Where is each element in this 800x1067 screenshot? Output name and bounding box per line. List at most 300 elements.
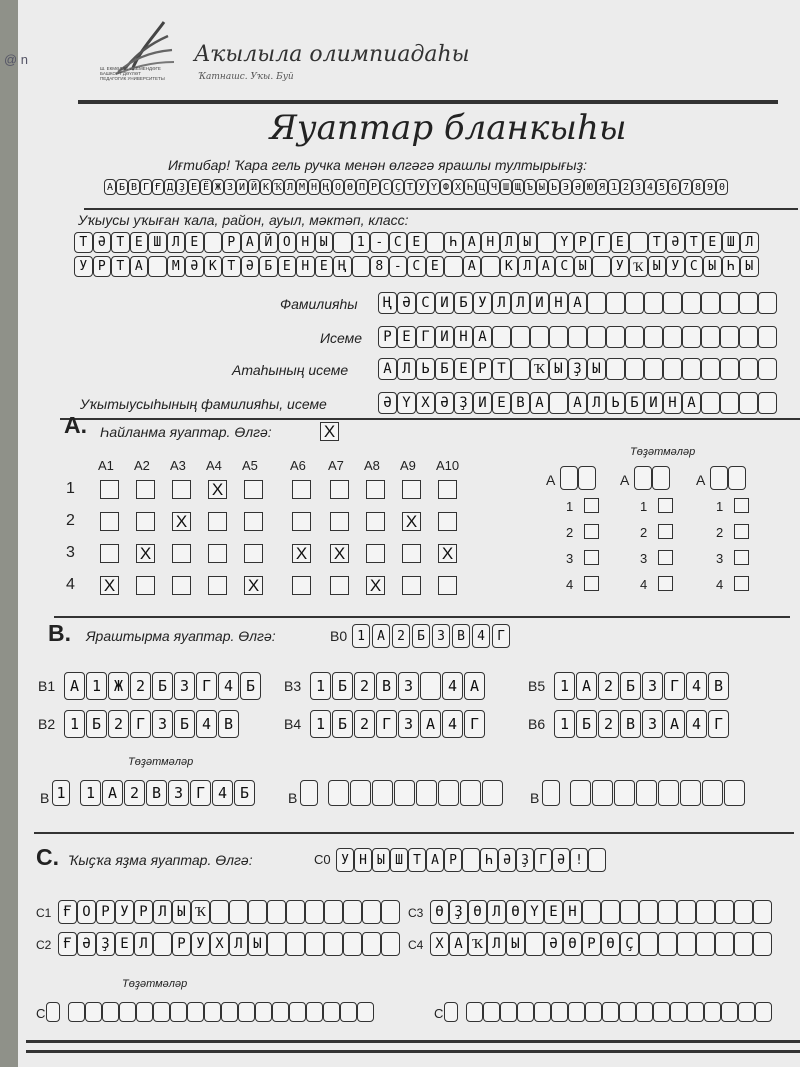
school-cell[interactable]: Ә [185,256,204,277]
patronymic-cell[interactable]: Ы [587,358,606,380]
answer-checkbox[interactable] [208,576,227,595]
answer-cell[interactable]: Х [430,932,449,956]
teacher-cell[interactable]: Ь [606,392,625,414]
school-cell[interactable]: С [407,256,426,277]
correction-checkbox[interactable] [658,524,673,539]
answer-cell[interactable]: 1 [310,710,331,738]
school-cell[interactable]: Т [685,232,704,253]
answer-cell[interactable]: 4 [686,672,707,700]
teacher-cell[interactable]: В [511,392,530,414]
answer-cell[interactable]: Г [664,672,685,700]
answer-cell[interactable] [753,900,772,924]
answer-cell[interactable] [119,1002,136,1022]
answer-cell[interactable]: 4 [218,672,239,700]
correction-number-cell[interactable] [634,466,652,490]
answer-cell[interactable]: У [115,900,134,924]
answer-cell[interactable] [680,780,701,806]
answer-cell[interactable]: А [464,672,485,700]
school-cell[interactable]: Т [111,256,130,277]
school-cell[interactable]: К [500,256,519,277]
answer-cell[interactable]: Б [576,710,597,738]
correction-checkbox[interactable] [584,498,599,513]
name-field[interactable] [378,326,777,348]
teacher-cell[interactable]: И [644,392,663,414]
school-cell[interactable]: Ы [518,232,537,253]
school-cell[interactable]: Һ [444,232,463,253]
surname-cell[interactable]: Ң [378,292,397,314]
teacher-field[interactable] [378,392,777,414]
answer-checkbox[interactable] [136,480,155,499]
answer-checkbox[interactable] [366,512,385,531]
school-cell[interactable]: Ү [555,232,574,253]
patronymic-field[interactable] [378,358,777,380]
school-cell[interactable]: 1 [352,232,371,253]
school-cell[interactable]: - [389,256,408,277]
answer-cell[interactable] [343,900,362,924]
answer-checkbox[interactable]: X [366,576,385,595]
answer-cell[interactable] [305,932,324,956]
patronymic-cell[interactable]: Р [473,358,492,380]
surname-cell[interactable] [587,292,606,314]
answer-cell[interactable]: 4 [212,780,233,806]
answer-cell[interactable] [394,780,415,806]
answer-cell[interactable] [267,932,286,956]
school-cell[interactable]: Е [703,232,722,253]
answer-cell[interactable]: Г [130,710,151,738]
answer-cell[interactable] [696,932,715,956]
answer-cell[interactable]: Б [332,672,353,700]
surname-cell[interactable] [701,292,720,314]
answer-cell[interactable]: Ә [544,932,563,956]
answer-cell[interactable] [438,780,459,806]
answer-cell[interactable] [715,932,734,956]
answer-cell[interactable]: Ҙ [449,900,468,924]
name-cell[interactable]: А [473,326,492,348]
answer-cell[interactable] [734,900,753,924]
answer-cell[interactable]: У [191,932,210,956]
school-cell[interactable]: Т [222,256,241,277]
answer-cell[interactable]: Р [582,932,601,956]
answer-cell[interactable]: 3 [152,710,173,738]
answer-cell[interactable]: А [420,710,441,738]
teacher-cell[interactable]: И [473,392,492,414]
surname-cell[interactable]: А [568,292,587,314]
section-c-answer-row[interactable] [430,900,772,924]
name-cell[interactable] [606,326,625,348]
answer-checkbox[interactable] [244,512,263,531]
answer-checkbox[interactable] [366,544,385,563]
teacher-cell[interactable] [549,392,568,414]
answer-cell[interactable]: Ы [248,932,267,956]
patronymic-cell[interactable] [758,358,777,380]
school-cell[interactable]: Р [574,232,593,253]
answer-cell[interactable]: Ы [506,932,525,956]
answer-cell[interactable] [170,1002,187,1022]
correction-checkbox[interactable] [658,550,673,565]
name-cell[interactable] [644,326,663,348]
answer-cell[interactable]: А [576,672,597,700]
school-cell[interactable]: С [555,256,574,277]
school-cell[interactable]: А [463,232,482,253]
answer-cell[interactable] [570,780,591,806]
answer-cell[interactable] [328,780,349,806]
school-cell[interactable]: Б [259,256,278,277]
answer-cell[interactable]: 4 [442,672,463,700]
school-cell[interactable] [537,232,556,253]
answer-checkbox[interactable]: X [292,544,311,563]
answer-cell[interactable] [466,1002,483,1022]
correction-checkbox[interactable] [658,498,673,513]
school-cell[interactable]: Й [259,232,278,253]
correction-checkbox[interactable] [734,550,749,565]
answer-checkbox[interactable] [172,544,191,563]
correction-checkbox[interactable] [584,524,599,539]
answer-cell[interactable] [289,1002,306,1022]
answer-cell[interactable]: Е [544,900,563,924]
answer-cell[interactable]: Б [332,710,353,738]
school-cell[interactable] [352,256,371,277]
patronymic-cell[interactable]: Е [454,358,473,380]
patronymic-cell[interactable] [701,358,720,380]
answer-cell[interactable] [381,932,400,956]
name-cell[interactable]: Г [416,326,435,348]
answer-cell[interactable] [482,780,503,806]
answer-cell[interactable]: 3 [168,780,189,806]
answer-cell[interactable]: Ө [601,932,620,956]
answer-cell[interactable] [568,1002,585,1022]
answer-cell[interactable]: Ө [506,900,525,924]
surname-cell[interactable]: Л [492,292,511,314]
answer-cell[interactable]: Р [96,900,115,924]
correction-number-cell[interactable] [652,466,670,490]
surname-cell[interactable] [720,292,739,314]
teacher-cell[interactable]: А [530,392,549,414]
answer-cell[interactable]: Л [487,932,506,956]
answer-cell[interactable]: Г [196,672,217,700]
answer-cell[interactable]: 1 [64,710,85,738]
answer-cell[interactable]: 1 [86,672,107,700]
school-cell[interactable] [444,256,463,277]
school-cell[interactable]: Ы [648,256,667,277]
school-cell[interactable]: Ы [315,232,334,253]
school-cell[interactable] [333,232,352,253]
section-b-answer-row[interactable] [554,672,730,700]
answer-cell[interactable] [753,932,772,956]
name-cell[interactable] [530,326,549,348]
answer-cell[interactable] [85,1002,102,1022]
answer-cell[interactable]: 1 [80,780,101,806]
section-c-answer-row[interactable] [430,932,772,956]
correction-number-cell[interactable]: 1 [52,780,70,806]
school-cell[interactable]: - [370,232,389,253]
answer-cell[interactable] [670,1002,687,1022]
answer-checkbox[interactable]: X [330,544,349,563]
school-cell[interactable]: Е [426,256,445,277]
school-cell[interactable]: Ш [722,232,741,253]
answer-cell[interactable]: Р [134,900,153,924]
surname-cell[interactable] [739,292,758,314]
answer-cell[interactable]: Б [174,710,195,738]
answer-cell[interactable]: Г [464,710,485,738]
answer-cell[interactable]: 3 [398,672,419,700]
answer-cell[interactable]: 3 [642,672,663,700]
school-cell[interactable]: Ш [148,232,167,253]
answer-cell[interactable]: Р [172,932,191,956]
answer-cell[interactable]: 2 [598,672,619,700]
answer-cell[interactable]: 2 [130,672,151,700]
school-cell[interactable]: Е [315,256,334,277]
correction-number-cell[interactable] [542,780,560,806]
answer-cell[interactable]: Б [86,710,107,738]
answer-cell[interactable]: 2 [108,710,129,738]
correction-answer-row[interactable] [328,780,504,806]
answer-checkbox[interactable]: X [402,512,421,531]
surname-cell[interactable] [644,292,663,314]
correction-number-cell[interactable] [728,466,746,490]
answer-checkbox[interactable]: X [172,512,191,531]
school-cell[interactable]: 8 [370,256,389,277]
teacher-cell[interactable]: Ә [435,392,454,414]
answer-cell[interactable]: В [620,710,641,738]
school-cell[interactable]: А [241,232,260,253]
answer-cell[interactable]: 2 [354,672,375,700]
school-cell[interactable]: Һ [722,256,741,277]
answer-cell[interactable] [343,932,362,956]
school-cell[interactable]: Ә [93,232,112,253]
answer-cell[interactable]: Ү [525,900,544,924]
answer-cell[interactable]: Х [210,932,229,956]
school-cell[interactable]: А [130,256,149,277]
school-cell[interactable]: Т [74,232,93,253]
answer-cell[interactable] [286,932,305,956]
answer-cell[interactable] [738,1002,755,1022]
school-cell[interactable]: Е [611,232,630,253]
answer-cell[interactable]: 1 [554,710,575,738]
answer-cell[interactable] [381,900,400,924]
answer-cell[interactable] [204,1002,221,1022]
answer-checkbox[interactable] [100,512,119,531]
answer-checkbox[interactable] [100,544,119,563]
school-cell[interactable]: Л [740,232,759,253]
correction-answer-row[interactable] [68,1002,374,1022]
answer-cell[interactable]: Ө [430,900,449,924]
correction-number-cell[interactable] [444,1002,458,1022]
answer-cell[interactable] [534,1002,551,1022]
answer-cell[interactable] [362,932,381,956]
answer-cell[interactable] [483,1002,500,1022]
answer-checkbox[interactable] [402,480,421,499]
answer-cell[interactable]: 2 [124,780,145,806]
answer-cell[interactable]: 2 [598,710,619,738]
section-c-answer-row[interactable] [58,932,400,956]
school-cell[interactable]: Н [296,232,315,253]
patronymic-cell[interactable] [663,358,682,380]
answer-cell[interactable] [238,1002,255,1022]
answer-cell[interactable] [687,1002,704,1022]
name-cell[interactable] [625,326,644,348]
answer-cell[interactable]: Ҫ [620,932,639,956]
answer-checkbox[interactable] [330,576,349,595]
answer-checkbox[interactable] [136,576,155,595]
answer-cell[interactable] [420,672,441,700]
answer-cell[interactable] [602,1002,619,1022]
school-cell[interactable]: Н [481,232,500,253]
school-cell[interactable]: А [463,256,482,277]
surname-cell[interactable]: У [473,292,492,314]
answer-cell[interactable] [636,780,657,806]
teacher-cell[interactable] [758,392,777,414]
school-cell[interactable]: Е [278,256,297,277]
answer-cell[interactable] [362,900,381,924]
answer-cell[interactable] [639,900,658,924]
correction-checkbox[interactable] [734,498,749,513]
patronymic-cell[interactable] [625,358,644,380]
answer-cell[interactable]: В [708,672,729,700]
section-b-answer-row[interactable] [64,672,262,700]
patronymic-cell[interactable] [606,358,625,380]
school-cell[interactable]: М [167,256,186,277]
answer-checkbox[interactable]: X [244,576,263,595]
patronymic-cell[interactable] [682,358,701,380]
answer-cell[interactable]: 1 [554,672,575,700]
correction-number-cell[interactable] [710,466,728,490]
answer-cell[interactable] [551,1002,568,1022]
answer-cell[interactable] [68,1002,85,1022]
answer-cell[interactable]: Н [563,900,582,924]
name-cell[interactable] [701,326,720,348]
answer-cell[interactable]: Ә [77,932,96,956]
patronymic-cell[interactable]: Л [397,358,416,380]
answer-cell[interactable] [372,780,393,806]
answer-cell[interactable]: Ғ [58,932,77,956]
school-cell[interactable]: Ә [241,256,260,277]
answer-cell[interactable] [324,932,343,956]
answer-cell[interactable] [350,780,371,806]
answer-checkbox[interactable] [402,544,421,563]
answer-cell[interactable] [582,900,601,924]
teacher-cell[interactable]: Н [663,392,682,414]
correction-answer-row[interactable] [570,780,746,806]
answer-cell[interactable]: 2 [354,710,375,738]
name-cell[interactable] [511,326,530,348]
teacher-cell[interactable]: Л [587,392,606,414]
school-cell[interactable]: Г [592,232,611,253]
answer-cell[interactable] [724,780,745,806]
answer-cell[interactable]: А [449,932,468,956]
section-b-answer-row[interactable] [310,672,486,700]
school-cell[interactable]: О [278,232,297,253]
name-cell[interactable]: Н [454,326,473,348]
answer-cell[interactable] [619,1002,636,1022]
answer-checkbox[interactable] [402,576,421,595]
answer-checkbox[interactable] [244,480,263,499]
answer-cell[interactable] [715,900,734,924]
answer-cell[interactable] [255,1002,272,1022]
school-cell[interactable]: Е [185,232,204,253]
school-cell[interactable]: Ы [740,256,759,277]
answer-cell[interactable] [601,900,620,924]
correction-number-cell[interactable] [46,1002,60,1022]
surname-cell[interactable] [663,292,682,314]
answer-cell[interactable] [286,900,305,924]
surname-cell[interactable]: Л [511,292,530,314]
surname-cell[interactable] [758,292,777,314]
correction-checkbox[interactable] [584,576,599,591]
answer-cell[interactable]: Ы [172,900,191,924]
answer-cell[interactable] [592,780,613,806]
school-cell[interactable]: Ҡ [629,256,648,277]
school-cell[interactable]: Р [222,232,241,253]
patronymic-cell[interactable]: Т [492,358,511,380]
answer-cell[interactable]: Л [487,900,506,924]
school-cell[interactable]: Т [111,232,130,253]
correction-checkbox[interactable] [734,576,749,591]
answer-checkbox[interactable] [208,512,227,531]
surname-cell[interactable]: Ә [397,292,416,314]
school-cell[interactable]: У [611,256,630,277]
answer-cell[interactable]: Л [134,932,153,956]
answer-cell[interactable]: Г [376,710,397,738]
answer-cell[interactable] [210,900,229,924]
answer-checkbox[interactable] [438,512,457,531]
patronymic-cell[interactable] [739,358,758,380]
answer-cell[interactable]: Б [620,672,641,700]
answer-checkbox[interactable] [208,544,227,563]
answer-checkbox[interactable] [438,576,457,595]
answer-checkbox[interactable] [244,544,263,563]
name-cell[interactable]: Р [378,326,397,348]
school-cell[interactable]: Л [518,256,537,277]
answer-cell[interactable]: В [146,780,167,806]
answer-checkbox[interactable]: X [100,576,119,595]
answer-cell[interactable]: Е [115,932,134,956]
answer-cell[interactable] [658,932,677,956]
answer-cell[interactable] [755,1002,772,1022]
answer-checkbox[interactable] [292,512,311,531]
answer-cell[interactable]: 4 [442,710,463,738]
school-cell[interactable] [204,232,223,253]
answer-cell[interactable]: А [64,672,85,700]
teacher-cell[interactable]: А [568,392,587,414]
correction-number-cell[interactable] [578,466,596,490]
answer-cell[interactable] [221,1002,238,1022]
answer-cell[interactable]: Ж [108,672,129,700]
answer-cell[interactable] [639,932,658,956]
name-cell[interactable] [758,326,777,348]
school-cell[interactable]: С [389,232,408,253]
answer-checkbox[interactable] [172,576,191,595]
answer-cell[interactable]: А [102,780,123,806]
school-line-1[interactable] [74,232,759,253]
answer-cell[interactable] [153,932,172,956]
school-cell[interactable]: К [204,256,223,277]
answer-cell[interactable] [324,900,343,924]
teacher-cell[interactable]: Е [492,392,511,414]
teacher-cell[interactable]: Ә [378,392,397,414]
name-cell[interactable] [492,326,511,348]
school-cell[interactable] [426,232,445,253]
answer-cell[interactable] [267,900,286,924]
answer-checkbox[interactable] [172,480,191,499]
answer-cell[interactable]: Г [708,710,729,738]
name-cell[interactable] [720,326,739,348]
answer-cell[interactable]: 3 [398,710,419,738]
section-b-answer-row[interactable] [554,710,730,738]
school-cell[interactable]: Ы [574,256,593,277]
answer-checkbox[interactable] [100,480,119,499]
answer-checkbox[interactable]: X [208,480,227,499]
answer-checkbox[interactable] [438,480,457,499]
